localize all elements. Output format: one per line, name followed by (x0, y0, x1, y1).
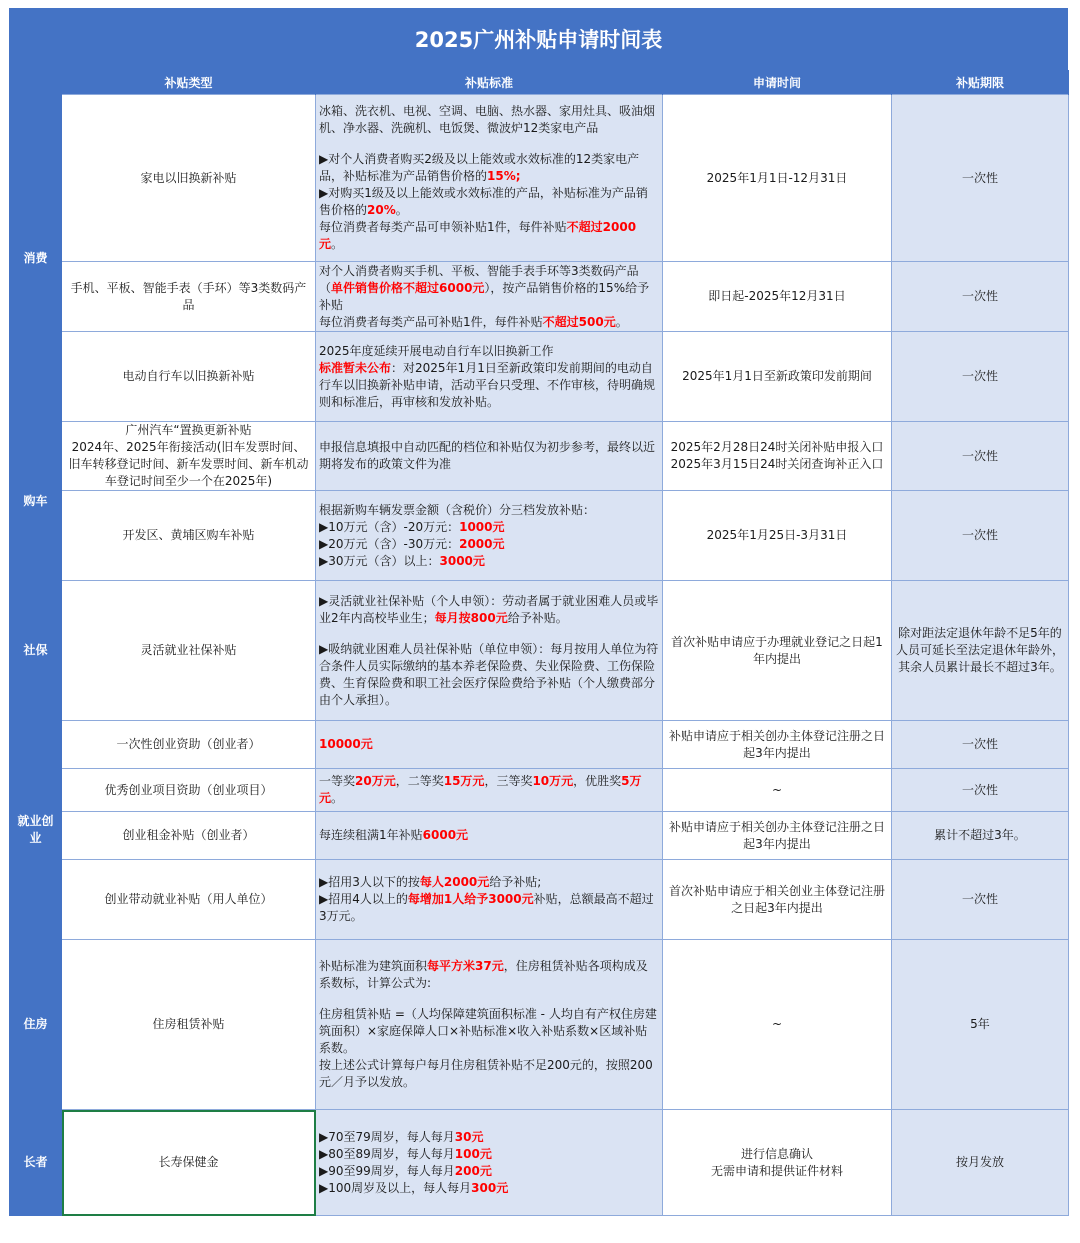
subsidy-period[interactable]: 累计不超过3年。 (892, 812, 1069, 860)
subsidy-standard[interactable]: 冰箱、洗衣机、电视、空调、电脑、热水器、家用灶具、吸油烟机、净水器、洗碗机、电饭煲、微波炉12类家电产品 ▶对个人消费者购买2级及以上能效或水效标准的12类家电产品，补贴标准为产品销售价格的15%; ▶对购买1级及以上能效或水效标准的产品，补贴标准为产品销售价格的20%。 每位消费者每类产品可申领补贴1件，每件补贴不超过2000元。 (316, 95, 663, 262)
subsidy-name[interactable]: 灵活就业社保补贴 (62, 581, 316, 721)
apply-time[interactable]: 首次补贴申请应于相关创业主体登记注册之日起3年内提出 (663, 860, 892, 940)
subsidy-period[interactable]: 一次性 (892, 769, 1069, 812)
subsidy-standard[interactable]: 10000元 (316, 721, 663, 769)
subsidy-period[interactable]: 一次性 (892, 721, 1069, 769)
apply-time[interactable]: 补贴申请应于相关创办主体登记注册之日起3年内提出 (663, 812, 892, 860)
subsidy-standard[interactable]: ▶招用3人以下的按每人2000元给予补贴; ▶招用4人以上的每增加1人给予3000元补贴，总额最高不超过3万元。 (316, 860, 663, 940)
subsidy-name[interactable]: 创业带动就业补贴（用人单位） (62, 860, 316, 940)
apply-time[interactable]: ~ (663, 940, 892, 1110)
header-time: 申请时间 (663, 70, 892, 95)
header-standard: 补贴标准 (316, 70, 663, 95)
subsidy-standard[interactable]: ▶灵活就业社保补贴（个人申领）：劳动者属于就业困难人员或毕业2年内高校毕业生；每月按800元给予补贴。 ▶吸纳就业困难人员社保补贴（单位申领）：每月按用人单位为符合条件人员实际缴纳的基本养老保险费、失业保险费、工伤保险费、生育保险费和职工社会医疗保险费给予补贴（个人缴费部分由个人承担）。 (316, 581, 663, 721)
table-row[interactable] (10, 721, 1069, 769)
apply-time[interactable]: 2025年1月1日至新政策印发前期间 (663, 332, 892, 422)
subsidy-name[interactable]: 一次性创业资助（创业者） (62, 721, 316, 769)
subsidy-period[interactable]: 按月发放 (892, 1110, 1069, 1216)
category-social-security: 社保 (10, 581, 62, 721)
subsidy-table (9, 70, 1069, 1216)
subsidy-period[interactable]: 一次性 (892, 332, 1069, 422)
subsidy-name[interactable]: 广州汽车“置换更新补贴 2024年、2025年衔接活动(旧车发票时间、旧车转移登记时间、新车发票时间、新车机动车登记时间至少一个在2025年) (62, 422, 316, 491)
subsidy-period[interactable]: 一次性 (892, 491, 1069, 581)
subsidy-name[interactable]: 优秀创业项目资助（创业项目） (62, 769, 316, 812)
table-row[interactable] (10, 581, 1069, 721)
subsidy-period[interactable]: 一次性 (892, 422, 1069, 491)
table-row[interactable] (10, 860, 1069, 940)
subsidy-name[interactable]: 手机、平板、智能手表（手环）等3类数码产品 (62, 262, 316, 332)
subsidy-name[interactable]: 家电以旧换新补贴 (62, 95, 316, 262)
subsidy-period[interactable]: 5年 (892, 940, 1069, 1110)
subsidy-name[interactable]: 电动自行车以旧换新补贴 (62, 332, 316, 422)
table-row[interactable] (10, 1110, 1069, 1216)
subsidy-standard[interactable]: ▶70至79周岁，每人每月30元 ▶80至89周岁，每人每月100元 ▶90至99周岁，每人每月200元 ▶100周岁及以上，每人每月300元 (316, 1110, 663, 1216)
subsidy-period[interactable]: 一次性 (892, 860, 1069, 940)
subsidy-period[interactable]: 一次性 (892, 262, 1069, 332)
header-category (10, 70, 62, 95)
header-period: 补贴期限 (892, 70, 1069, 95)
subsidy-standard[interactable]: 申报信息填报中自动匹配的档位和补贴仅为初步参考，最终以近期将发布的政策文件为准 (316, 422, 663, 491)
subsidy-name[interactable]: 住房租赁补贴 (62, 940, 316, 1110)
apply-time[interactable]: 进行信息确认 无需申请和提供证件材料 (663, 1110, 892, 1216)
apply-time[interactable]: 2025年1月1日-12月31日 (663, 95, 892, 262)
subsidy-standard[interactable]: 补贴标准为建筑面积每平方米37元，住房租赁补贴各项构成及系数标，计算公式为: 住房租赁补贴 =（人均保障建筑面积标准 - 人均自有产权住房建筑面积）×家庭保障人口×补贴标准×收入补贴系数×区域补贴系数。 按上述公式计算每户每月住房租赁补贴不足200元的，按照200元／月予以发放。 (316, 940, 663, 1110)
apply-time[interactable]: 即日起-2025年12月31日 (663, 262, 892, 332)
subsidy-name[interactable]: 长寿保健金 (62, 1110, 316, 1216)
sheet-title: 2025广州补贴申请时间表 (9, 8, 1068, 70)
subsidy-name[interactable]: 开发区、黄埔区购车补贴 (62, 491, 316, 581)
subsidy-standard[interactable]: 对个人消费者购买手机、平板、智能手表手环等3类数码产品（单件销售价格不超过6000元），按产品销售价格的15%给予补贴 每位消费者每类产品可补贴1件，每件补贴不超过500元。 (316, 262, 663, 332)
category-employment: 就业创业 (10, 721, 62, 940)
category-car: 购车 (10, 422, 62, 581)
table-row[interactable] (10, 95, 1069, 262)
table-row[interactable] (10, 769, 1069, 812)
subsidy-standard[interactable]: 一等奖20万元，二等奖15万元，三等奖10万元，优胜奖5万元。 (316, 769, 663, 812)
category-elderly: 长者 (10, 1110, 62, 1216)
subsidy-name[interactable]: 创业租金补贴（创业者） (62, 812, 316, 860)
apply-time[interactable]: 2025年1月25日-3月31日 (663, 491, 892, 581)
header-type: 补贴类型 (62, 70, 316, 95)
table-row[interactable] (10, 491, 1069, 581)
table-row[interactable] (10, 422, 1069, 491)
category-housing: 住房 (10, 940, 62, 1110)
subsidy-period[interactable]: 一次性 (892, 95, 1069, 262)
category-consumption: 消费 (10, 95, 62, 422)
apply-time[interactable]: ~ (663, 769, 892, 812)
table-row[interactable] (10, 332, 1069, 422)
header-row (10, 70, 1069, 95)
subsidy-standard[interactable]: 根据新购车辆发票金额（含税价）分三档发放补贴： ▶10万元（含）-20万元：1000元 ▶20万元（含）-30万元：2000元 ▶30万元（含）以上：3000元 (316, 491, 663, 581)
subsidy-standard[interactable]: 每连续租满1年补贴6000元 (316, 812, 663, 860)
apply-time[interactable]: 首次补贴申请应于办理就业登记之日起1年内提出 (663, 581, 892, 721)
apply-time[interactable]: 2025年2月28日24时关闭补贴申报入口 2025年3月15日24时关闭查询补正入口 (663, 422, 892, 491)
apply-time[interactable]: 补贴申请应于相关创办主体登记注册之日起3年内提出 (663, 721, 892, 769)
table-row[interactable] (10, 940, 1069, 1110)
table-row[interactable] (10, 262, 1069, 332)
subsidy-sheet (9, 8, 1068, 1216)
subsidy-period[interactable]: 除对距法定退休年龄不足5年的人员可延长至法定退休年龄外，其余人员累计最长不超过3年。 (892, 581, 1069, 721)
subsidy-standard[interactable]: 2025年度延续开展电动自行车以旧换新工作 标准暂未公布：对2025年1月1日至新政策印发前期间的电动自行车以旧换新补贴申请，活动平台只受理、不作审核，待明确规则和标准后，再审核和发放补贴。 (316, 332, 663, 422)
table-row[interactable] (10, 812, 1069, 860)
